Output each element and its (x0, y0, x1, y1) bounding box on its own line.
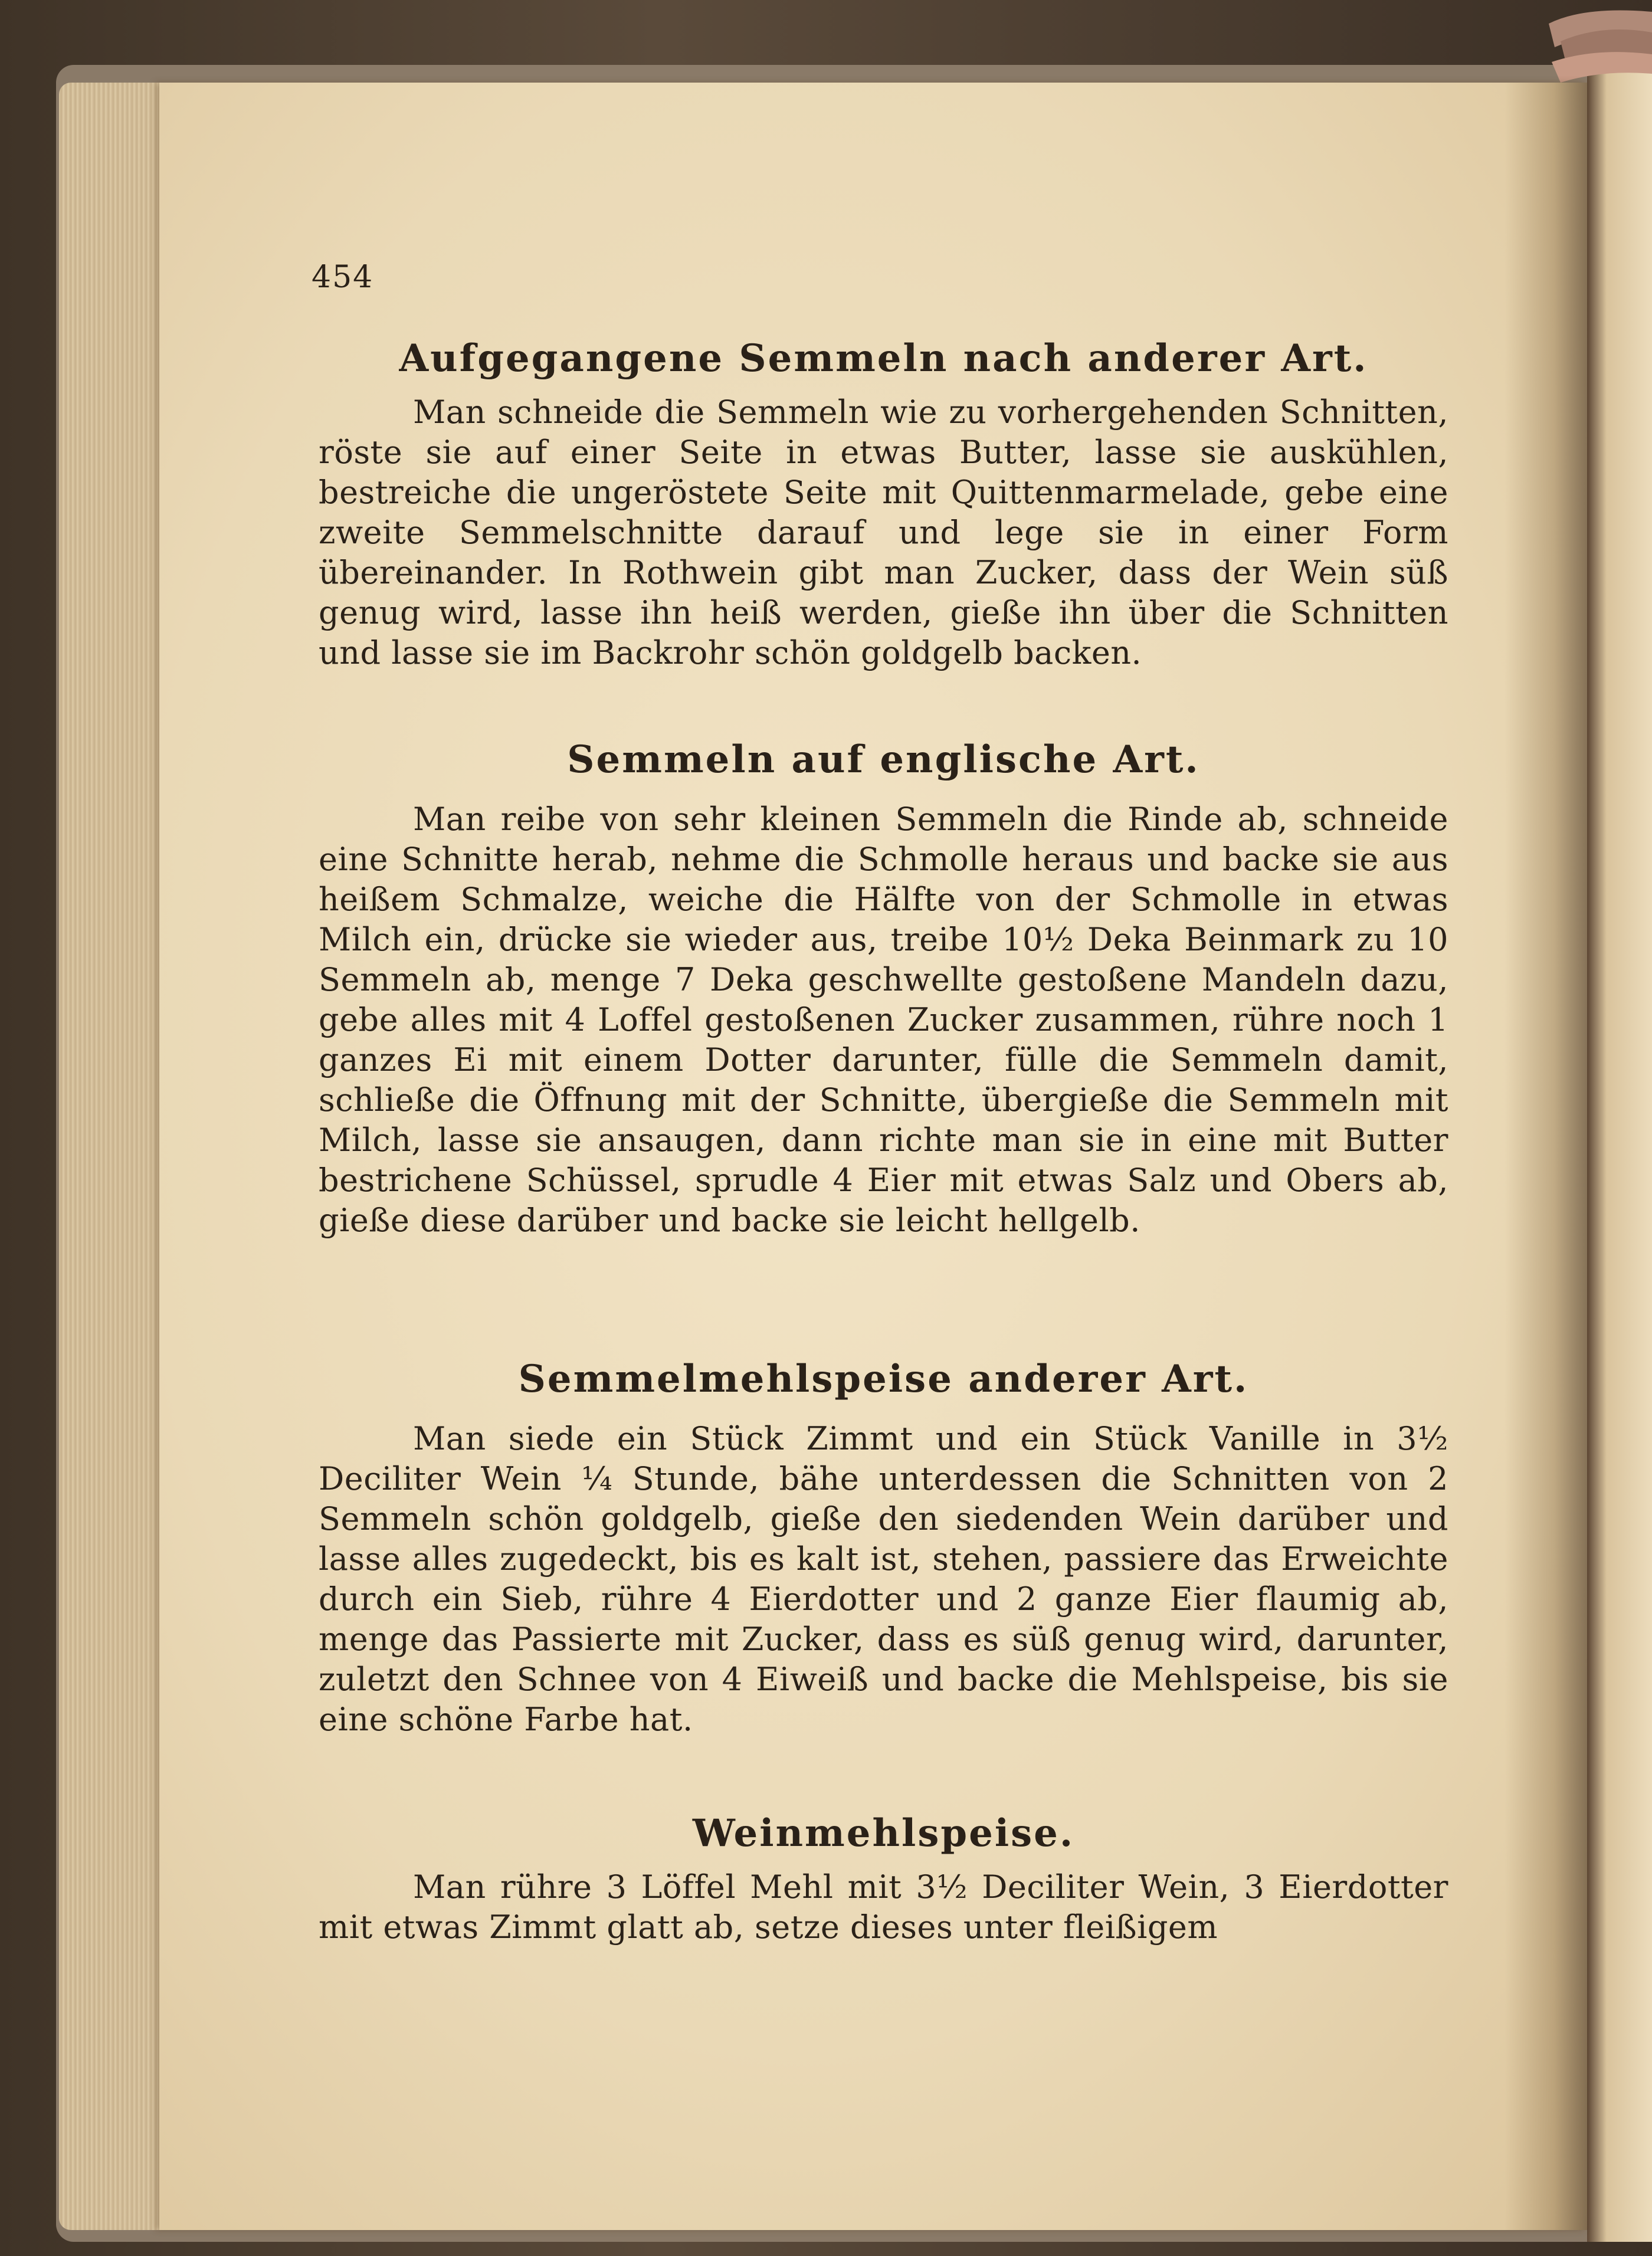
page-number: 454 (312, 260, 374, 295)
section-paragraph: Man reibe von sehr kleinen Semmeln die Rinde ab, schneide eine Schnitte herab, nehme die Schmolle heraus und backe sie aus heißem Schmalze, weiche die Hälfte von der Schmolle in etwas Milch ein, drücke sie wieder aus, treibe 10½ Deka Beinmark zu 10 Semmeln ab, menge 7 Deka geschwellte gestoßene Mandeln dazu, gebe alles mit 4 Loffel gestoßenen Zucker zusammen, rühre noch 1 ganzes Ei mit einem Dotter darunter, fülle die Semmeln damit, schließe die Öffnung mit der Schnitte, übergieße die Semmeln mit Milch, lasse sie ansaugen, dann richte man sie in eine mit Butter bestrichene Schüssel, sprudle 4 Eier mit etwas Salz und Obers ab, gieße diese darüber und backe sie leicht hellgelb. (319, 801, 1448, 1239)
section-title: Semmelmehlspeise anderer Art. (518, 1357, 1249, 1401)
section-paragraph: Man rühre 3 Löffel Mehl mit 3½ Deciliter Wein, 3 Eierdotter mit etwas Zimmt glatt ab, setze dieses unter fleißigem (319, 1868, 1448, 1946)
page-content (312, 248, 1448, 2018)
bookmark-ribbon-icon (1543, 0, 1652, 94)
section-title: Weinmehlspeise. (692, 1811, 1075, 1855)
section-title: Aufgegangene Semmeln nach anderer Art. (399, 336, 1368, 381)
section-title: Semmeln auf englische Art. (567, 737, 1200, 782)
section-paragraph: Man siede ein Stück Zimmt und ein Stück Vanille in 3½ Deciliter Wein ¼ Stunde, bähe unterdessen die Schnitten von 2 Semmeln schön goldgelb, gieße den siedenden Wein darüber und lasse alles zugedeckt, bis es kalt ist, stehen, passiere das Erweichte durch ein Sieb, rühre 4 Eierdotter und 2 ganze Eier flaumig ab, menge das Passierte mit Zucker, dass es süß genug wird, darunter, zuletzt den Schnee von 4 Eiweiß und backe die Mehlspeise, bis sie eine schöne Farbe hat. (319, 1420, 1448, 1738)
facing-page-edge (1587, 71, 1652, 2242)
section-paragraph: Man schneide die Semmeln wie zu vorhergehenden Schnitten, röste sie auf einer Seite in etwas Butter, lasse sie auskühlen, bestreiche die ungeröstete Seite mit Quittenmarmelade, gebe eine zweite Semmelschnitte darauf und lege sie in einer Form übereinander. In Rothwein gibt man Zucker, dass der Wein süß genug wird, lasse ihn heiß werden, gieße ihn über die Schnitten und lasse sie im Backrohr schön goldgelb backen. (319, 394, 1448, 671)
page-gutter-shadow (1504, 83, 1587, 2230)
